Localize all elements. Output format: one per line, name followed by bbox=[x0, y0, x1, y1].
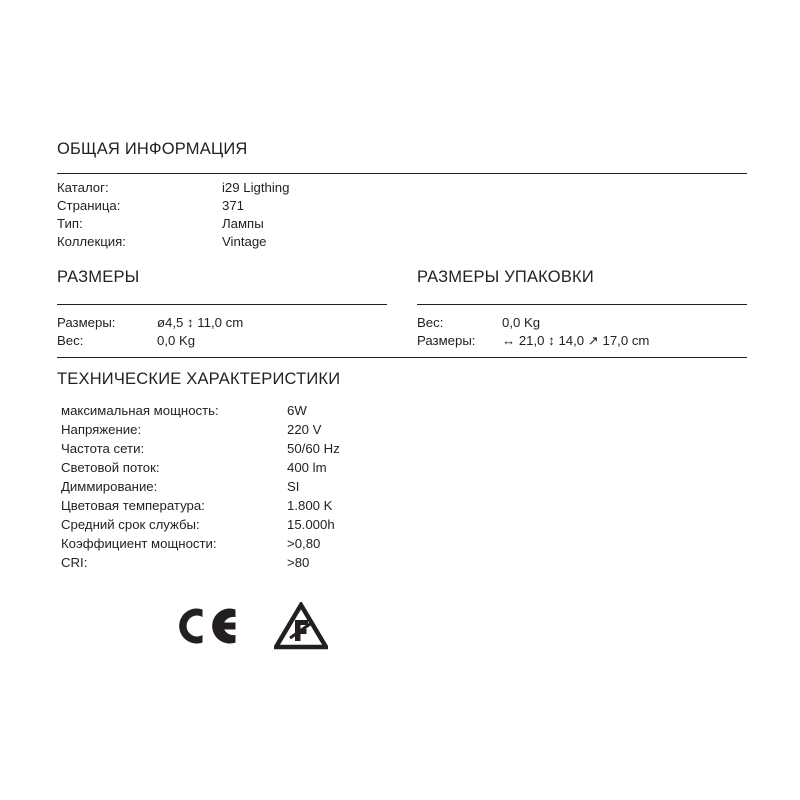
table-row bbox=[61, 498, 340, 517]
row-label: CRI: bbox=[61, 555, 88, 570]
row-value: 1.800 K bbox=[287, 498, 333, 513]
f-triangle-mark-icon bbox=[274, 602, 328, 655]
row-value: 50/60 Hz bbox=[287, 441, 340, 456]
row-label: максимальная мощность: bbox=[61, 403, 219, 418]
table-row bbox=[61, 517, 340, 536]
table-row bbox=[61, 460, 340, 479]
row-label: Средний срок службы: bbox=[61, 517, 200, 532]
row-label: Тип: bbox=[57, 216, 83, 231]
table-row bbox=[61, 403, 340, 422]
row-value: ø4,5 ↕ 11,0 cm bbox=[157, 315, 244, 330]
row-value: Vintage bbox=[222, 234, 267, 249]
row-value: 0,0 Kg bbox=[157, 333, 196, 348]
general-information-title: ОБЩАЯ ИНФОРМАЦИЯ bbox=[57, 140, 248, 158]
row-label: Коэффициент мощности: bbox=[61, 536, 217, 551]
table-row bbox=[57, 315, 243, 333]
packaging-dimensions-section bbox=[417, 268, 747, 352]
table-row bbox=[417, 333, 649, 352]
certification-marks bbox=[176, 602, 328, 655]
technical-characteristics-section bbox=[57, 357, 747, 574]
row-label: Вес: bbox=[57, 333, 84, 348]
table-row bbox=[57, 198, 289, 216]
row-value: >80 bbox=[287, 555, 310, 570]
technical-characteristics-title: ТЕХНИЧЕСКИЕ ХАРАКТЕРИСТИКИ bbox=[57, 370, 341, 388]
row-value: 220 V bbox=[287, 422, 322, 437]
divider bbox=[57, 304, 387, 305]
row-label: Вес: bbox=[417, 315, 444, 330]
row-label: Диммирование: bbox=[61, 479, 158, 494]
packaging-dimensions-title: РАЗМЕРЫ УПАКОВКИ bbox=[417, 268, 594, 286]
row-label: Страница: bbox=[57, 198, 121, 213]
packaging-dimensions-table bbox=[417, 315, 649, 352]
ce-mark-icon bbox=[176, 602, 240, 655]
row-label: Световой поток: bbox=[61, 460, 160, 475]
row-value: i29 Ligthing bbox=[222, 180, 290, 195]
row-label: Каталог: bbox=[57, 180, 109, 195]
row-value: 0,0 Kg bbox=[502, 315, 541, 330]
row-label: Напряжение: bbox=[61, 422, 142, 437]
table-row bbox=[57, 234, 289, 252]
row-value: 15.000h bbox=[287, 517, 335, 532]
row-label: Размеры: bbox=[417, 333, 476, 348]
row-value: 400 lm bbox=[287, 460, 327, 475]
row-value: >0,80 bbox=[287, 536, 321, 551]
row-value: ↔ 21,0 ↕ 14,0 ↗ 17,0 cm bbox=[502, 333, 650, 348]
table-row bbox=[417, 315, 649, 333]
divider bbox=[417, 304, 747, 305]
row-value: 6W bbox=[287, 403, 307, 418]
table-row bbox=[57, 180, 289, 198]
table-row bbox=[61, 479, 340, 498]
general-information-table bbox=[57, 174, 289, 252]
dimensions-title: РАЗМЕРЫ bbox=[57, 268, 140, 286]
row-label: Цветовая температура: bbox=[61, 498, 205, 513]
row-value: 371 bbox=[222, 198, 245, 213]
row-label: Частота сети: bbox=[61, 441, 145, 456]
row-label: Коллекция: bbox=[57, 234, 126, 249]
table-row bbox=[61, 555, 340, 574]
table-row bbox=[61, 422, 340, 441]
table-row bbox=[61, 441, 340, 460]
dimensions-row bbox=[57, 268, 747, 352]
dimensions-section bbox=[57, 268, 387, 352]
table-row bbox=[61, 536, 340, 555]
divider bbox=[57, 357, 747, 358]
row-value: SI bbox=[287, 479, 300, 494]
dimensions-table bbox=[57, 315, 243, 351]
technical-characteristics-table bbox=[61, 403, 340, 574]
table-row bbox=[57, 216, 289, 234]
general-information-section bbox=[57, 140, 747, 252]
table-row bbox=[57, 333, 243, 351]
row-label: Размеры: bbox=[57, 315, 116, 330]
row-value: Лампы bbox=[222, 216, 264, 231]
